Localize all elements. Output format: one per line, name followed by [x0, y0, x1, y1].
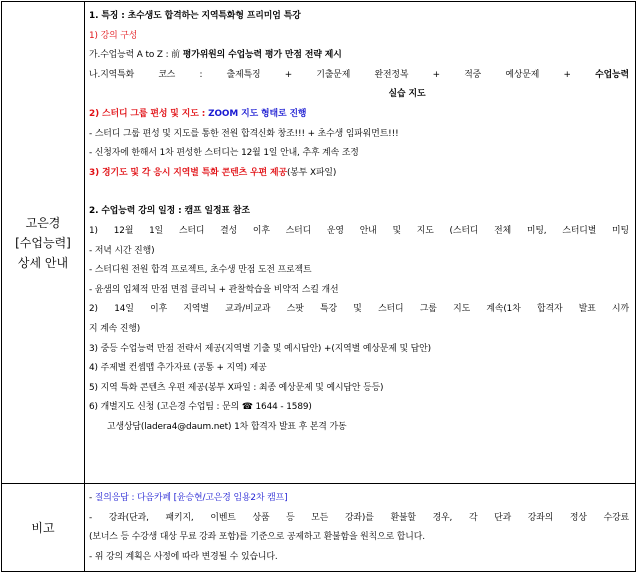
item-na: 나.지역특화 코스 : 출제특징 + 기출문제 완전정복 + 적중 예상문제 + 수업능력: [89, 69, 629, 80]
qa-line: - 질의응답 : 다음카페 [윤승현/고은경 임용2차 캠프]: [89, 493, 288, 503]
spacer: [89, 183, 635, 202]
schedule-line: 3) 중등 수업능력 만점 전략서 제공(지역별 기출 및 예시답안) +(지역별 예상문제 및 답안): [89, 343, 431, 354]
heading-schedule: 2. 수업능력 강의 일정 : 캠프 일정표 참조: [89, 206, 250, 217]
notes-content: [85, 484, 636, 572]
refund-line: (보너스 등 수강생 대상 무료 강좌 포함)를 기준으로 공제하고 환불함을 원칙으로 합니다.: [89, 532, 425, 543]
label-line: [수업능력]: [15, 235, 71, 250]
row-label-details: [2, 2, 85, 484]
info-table: [1, 1, 636, 572]
sub-study-group: 2) 스터디 그룹 편성 및 지도 : ZOOM 지도 형태로 진행: [89, 108, 307, 119]
sub-regional-content: 3) 경기도 및 각 응시 지역별 특화 콘텐츠 우편 제공(봉투 X파일): [89, 167, 337, 178]
label-line: 고은경: [25, 215, 61, 230]
schedule-line: 고생상담(ladera4@daum.net) 1차 합격자 발표 후 본격 가동: [107, 421, 347, 432]
label-line: 상세 안내: [17, 255, 69, 270]
change-notice: - 위 강의 계획은 사정에 따라 변경될 수 있습니다.: [89, 551, 278, 562]
schedule-line: 2) 14일 이후 지역별 교과/비교과 스팟 특강 및 스터디 그룹 지도 계속(1차 합격자 발표 시까: [89, 304, 629, 315]
sub-course-structure: 1) 강의 구성: [89, 30, 138, 41]
schedule-line: 4) 주제별 컨셉맵 추가자료 (공통 + 지역) 제공: [89, 363, 267, 374]
row-label-notes: 비고: [2, 484, 85, 572]
refund-line: - 강좌(단과, 패키지, 이벤트 상품 등 모든 강좌)를 환불할 경우, 각 단과 강좌의 정상 수강료: [89, 512, 629, 523]
schedule-line: - 스터디원 전원 합격 프로젝트, 초수생 만점 도전 프로젝트: [89, 265, 312, 276]
item-ga: 가.수업능력 A to Z : 前 평가위원의 수업능력 평가 만점 전략 제시: [89, 50, 342, 61]
bullet-study-b: - 신청자에 한해서 1차 편성한 스터디는 12월 1일 안내, 추후 계속 조정: [89, 148, 359, 159]
schedule-line: 5) 지역 특화 콘텐츠 우편 제공(봉투 X파일 : 최종 예상문제 및 예시답안 등등): [89, 382, 384, 393]
bullet-study-a: - 스터디 그룹 편성 및 지도를 통한 전원 합격신화 창조!!! + 초수생 임파워먼트!!!: [89, 128, 399, 139]
heading-features: 1. 특징 : 초수생도 합격하는 지역특화형 프리미엄 특강: [89, 11, 301, 21]
details-content: [85, 2, 636, 484]
schedule-line: 6) 개별지도 신청 (고은경 수업팀 : 문의 ☎ 1644 - 1589): [89, 402, 312, 413]
schedule-line: - 저녁 시간 진행): [89, 245, 155, 256]
schedule-line: 1) 12월 1일 스터디 결성 이후 스터디 운영 안내 및 지도 (스터디 전체 미팅, 스터디별 미팅: [89, 225, 629, 236]
schedule-line: 지 계속 진행): [89, 323, 141, 334]
item-na-cont: 실습 지도: [388, 89, 426, 100]
schedule-line: - 윤샘의 입체적 만점 면접 클리닉 + 관찰학습을 비약적 스킬 개선: [89, 284, 339, 295]
